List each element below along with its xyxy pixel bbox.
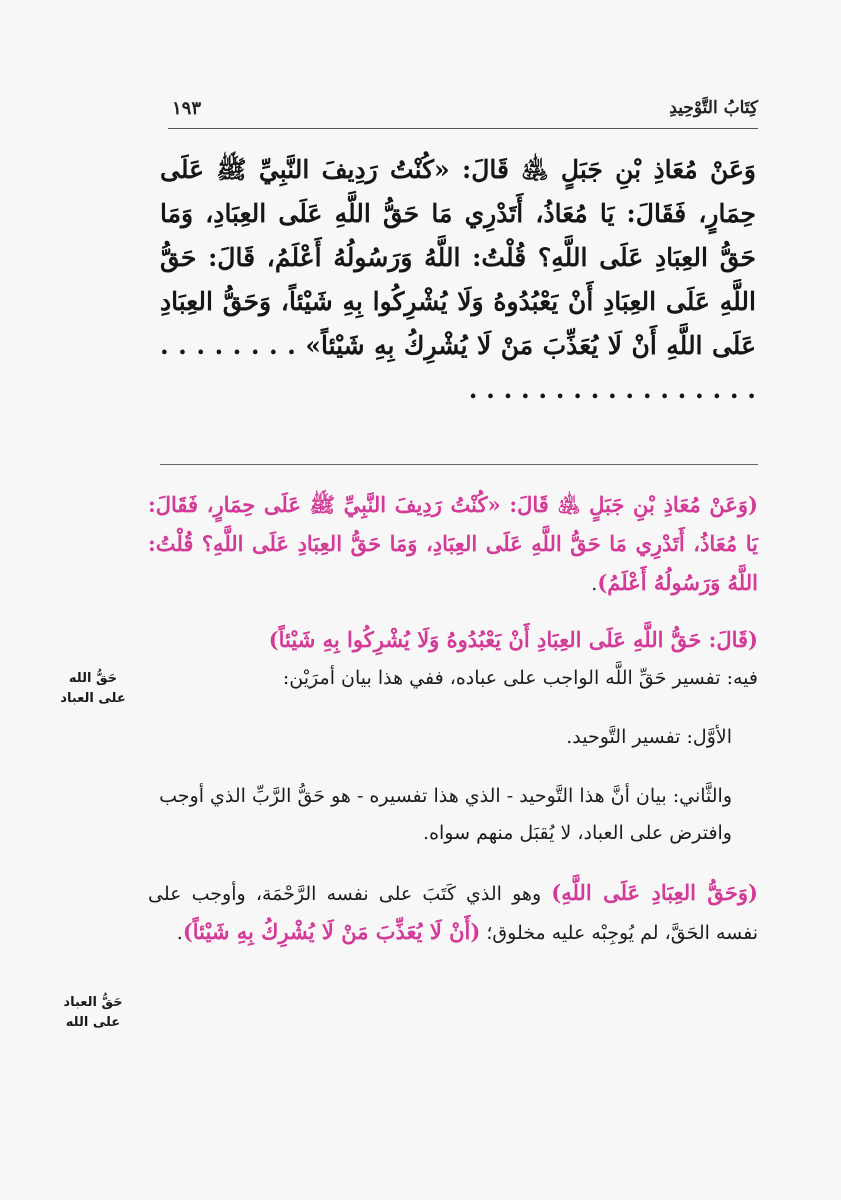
- commentary-text: فيه: تفسير حَقِّ اللَّه الواجب على عباده، ففي هذا بيان أمرَيْن:: [282, 667, 758, 689]
- quoted-hadith: (أَنْ لَا يُعَذِّبَ مَنْ لَا يُشْرِكُ بِهِ شَيْئاً): [182, 919, 481, 944]
- running-header: [168, 96, 758, 129]
- commentary-paragraph: [148, 486, 758, 603]
- quoted-hadith: (وَحَقُّ العِبَادِ عَلَى اللَّهِ): [551, 880, 758, 905]
- paragraph-end: .: [176, 922, 183, 944]
- commentary-paragraph: [148, 874, 758, 952]
- paragraph-end: .: [591, 573, 598, 595]
- margin-heading: [40, 669, 146, 709]
- commentary-paragraph: [148, 719, 758, 756]
- commentary-paragraph: [148, 621, 758, 697]
- margin-heading-line: حَقُّ الله: [68, 671, 118, 686]
- hadith-body: وَعَنْ مُعَاذِ بْنِ جَبَلٍ ﵁ قَالَ: «كُنْتُ رَدِيفَ النَّبِيِّ ﷺ عَلَى حِمَارٍ، فَقَالَ: يَا مُعَاذُ، أَتَدْرِي مَا حَقُّ اللَّهِ عَلَى العِبَادِ، وَمَا حَقُّ العِبَادِ عَلَى اللَّهِ؟ قُلْتُ: اللَّهُ وَرَسُولُهُ أَعْلَمُ، قَالَ: حَقُّ اللَّهِ عَلَى العِبَادِ أَنْ يَعْبُدُوهُ وَلَا يُشْرِكُوا بِهِ شَيْئاً، وَحَقُّ العِبَادِ عَلَى اللَّهِ أَنْ لَا يُعَذِّبَ مَنْ لَا يُشْرِكُ بِهِ شَيْئاً»: [160, 155, 756, 360]
- margin-heading-line: على العباد: [60, 691, 126, 706]
- quoted-hadith: (قَالَ: حَقُّ اللَّهِ عَلَى العِبَادِ أَنْ يَعْبُدُوهُ وَلَا يُشْرِكُوا بِهِ شَيْئاً): [268, 627, 758, 652]
- book-title: كِتَابُ التَّوْحِيدِ: [669, 98, 758, 118]
- commentary-text: والثَّاني: بيان أنَّ هذا التَّوحيد - الذي هذا تفسيره - هو حَقُّ الرَّبِّ الذي أوجب وافترض على العباد، لا يُقبَل منهم سواه.: [159, 785, 732, 844]
- ellipsis-dots: . . . . . . . . . . . . . . . . . . . . . . . . .: [160, 331, 756, 404]
- commentary-paragraph: [148, 778, 758, 852]
- commentary-text: الأوَّل: تفسير التَّوحيد.: [566, 726, 732, 748]
- margin-heading: [40, 993, 146, 1033]
- commentary: [148, 486, 758, 952]
- margin-heading-line: على الله: [65, 1015, 121, 1030]
- quoted-hadith: (وَعَنْ مُعَاذِ بْنِ جَبَلٍ ﵁ قَالَ: «كُنْتُ رَدِيفَ النَّبِيِّ ﷺ عَلَى حِمَارٍ، فَقَالَ: يَا مُعَاذُ، أَتَدْرِي مَا حَقُّ اللَّهِ عَلَى العِبَادِ، وَمَا حَقُّ العِبَادِ عَلَى اللَّهِ؟ قُلْتُ: اللَّهُ وَرَسُولُهُ أَعْلَمُ): [148, 492, 758, 595]
- page-number: ١٩٣: [172, 98, 202, 119]
- commentary-text: وهو الذي كَتَبَ على نفسه الرَّحْمَة، وأوجب على نفسه الحَقَّ، لم يُوجِبْه عليه مخلوق؛: [148, 883, 758, 944]
- hadith-text: [160, 148, 756, 412]
- margin-heading-line: حَقُّ العباد: [63, 995, 123, 1010]
- separator-rule: [160, 464, 758, 465]
